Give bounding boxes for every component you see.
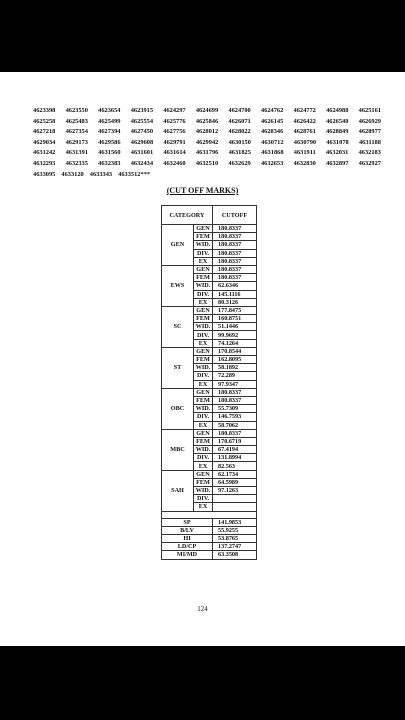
subcategory-cell: GEN bbox=[194, 470, 213, 478]
cutoff-value-cell: 80.3126 bbox=[213, 298, 257, 306]
roll-number: 4624700 bbox=[228, 107, 251, 114]
roll-number: 4632383 bbox=[98, 159, 121, 167]
cutoff-value-cell bbox=[213, 503, 257, 511]
table-row bbox=[162, 306, 257, 314]
roll-number: 4632434 bbox=[130, 159, 154, 167]
roll-number: 4623654 bbox=[98, 107, 121, 114]
roll-number: 4627394 bbox=[98, 128, 121, 136]
roll-number: 4628977 bbox=[358, 128, 381, 136]
roll-number: 4632183 bbox=[358, 149, 381, 157]
cutoff-value-cell: 180.8337 bbox=[213, 249, 257, 257]
roll-number: 4626422 bbox=[293, 117, 316, 125]
cutoff-value-cell: 180.8337 bbox=[213, 274, 257, 282]
roll-number: 4629791 bbox=[163, 138, 186, 146]
roll-number: 4630712 bbox=[261, 138, 284, 146]
cutoff-heading: (CUT OFF MARKS) bbox=[166, 186, 239, 195]
roll-number: 4631825 bbox=[228, 149, 251, 157]
roll-number: 4628849 bbox=[326, 128, 349, 136]
subcategory-cell: FEM bbox=[194, 356, 213, 364]
roll-number: 4626540 bbox=[326, 117, 349, 125]
subcategory-cell: GEN bbox=[194, 347, 213, 355]
category-cell: SC bbox=[162, 306, 194, 347]
roll-number: 4632335 bbox=[65, 159, 88, 167]
subcategory-cell: EX bbox=[194, 298, 213, 306]
roll-number: 4625846 bbox=[195, 117, 219, 125]
category-cell: SAH bbox=[162, 470, 194, 511]
roll-number: 4632629 bbox=[228, 159, 251, 167]
roll-number: 4632653 bbox=[260, 159, 284, 167]
subcategory-cell: GEN bbox=[194, 225, 213, 233]
category-cell: EWS bbox=[162, 265, 194, 306]
cutoff-value-cell: 177.8475 bbox=[213, 306, 257, 314]
spacer-cell bbox=[162, 511, 257, 518]
subcategory-cell: FEM bbox=[194, 396, 213, 404]
subcategory-cell: EX bbox=[194, 257, 213, 265]
subcategory-cell: WID. bbox=[194, 323, 213, 331]
category-cell: MBC bbox=[162, 429, 194, 470]
roll-number: 4631078 bbox=[326, 138, 349, 146]
roll-number: 4625499 bbox=[98, 117, 121, 125]
cutoff-value-cell: 51.1446 bbox=[213, 323, 257, 331]
cutoff-value-cell: 180.8337 bbox=[213, 265, 257, 273]
roll-number: 4632830 bbox=[293, 159, 316, 167]
roll-number: 4627756 bbox=[163, 128, 186, 136]
table-row bbox=[162, 225, 257, 233]
subcategory-cell: FEM bbox=[194, 315, 213, 323]
special-category-cell: SP bbox=[162, 518, 213, 526]
cutoff-value-cell: 170.6719 bbox=[213, 437, 257, 445]
roll-number: 4627450 bbox=[130, 128, 154, 136]
roll-number: 4623550 bbox=[65, 107, 88, 114]
roll-number: 4633120 bbox=[61, 170, 84, 178]
special-category-cell: HI bbox=[162, 534, 213, 542]
cutoff-value-cell: 58.7062 bbox=[213, 421, 257, 429]
cutoff-value-cell: 67.4194 bbox=[213, 446, 257, 454]
cutoff-value-cell: 72.289 bbox=[213, 372, 257, 380]
roll-number: 4624988 bbox=[326, 107, 349, 114]
table-header-row bbox=[162, 206, 257, 225]
cutoff-value-cell: 62.1734 bbox=[213, 470, 257, 478]
cutoff-value-cell: 180.8337 bbox=[213, 225, 257, 233]
roll-number: 4629173 bbox=[65, 138, 88, 146]
special-category-cell: MI/MD bbox=[162, 551, 213, 559]
cutoff-value-cell: 160.8751 bbox=[213, 315, 257, 323]
table-row bbox=[162, 543, 257, 551]
subcategory-cell: WID. bbox=[194, 405, 213, 413]
table-row bbox=[162, 526, 257, 534]
roll-number: 4631796 bbox=[195, 149, 219, 157]
cutoff-value-cell: 180.8337 bbox=[213, 429, 257, 437]
cutoff-value-cell: 137.2747 bbox=[213, 543, 257, 551]
roll-number: 4631560 bbox=[98, 149, 121, 157]
roll-number-line bbox=[33, 159, 381, 170]
category-cell: ST bbox=[162, 347, 194, 388]
cutoff-value-cell: 97.1263 bbox=[213, 487, 257, 495]
special-category-cell: B/LV bbox=[162, 526, 213, 534]
cutoff-value-cell: 74.1264 bbox=[213, 339, 257, 347]
cutoff-value-cell: 146.7593 bbox=[213, 413, 257, 421]
roll-number: 4624762 bbox=[260, 107, 284, 114]
roll-number: 4633343 bbox=[89, 170, 113, 178]
subcategory-cell: DIV. bbox=[194, 331, 213, 339]
subcategory-cell: WID. bbox=[194, 282, 213, 290]
roll-number: 4624699 bbox=[195, 107, 219, 114]
roll-number: 4625161 bbox=[358, 107, 381, 114]
cutoff-value-cell: 55.7309 bbox=[213, 405, 257, 413]
roll-number: 4625554 bbox=[130, 117, 154, 125]
cutoff-table bbox=[161, 205, 257, 560]
cutoff-value-cell: 180.8337 bbox=[213, 396, 257, 404]
subcategory-cell: DIV. bbox=[194, 372, 213, 380]
roll-number: 4626929 bbox=[358, 117, 381, 125]
roll-number: 4625776 bbox=[163, 117, 186, 125]
roll-number-list bbox=[33, 106, 381, 180]
roll-number: 4627218 bbox=[33, 128, 56, 136]
roll-number-line bbox=[33, 127, 381, 138]
cutoff-value-cell: 99.9692 bbox=[213, 331, 257, 339]
cutoff-value-cell: 62.6346 bbox=[213, 282, 257, 290]
roll-number: 4631911 bbox=[293, 149, 316, 157]
cutoff-value-cell: 97.9347 bbox=[213, 380, 257, 388]
table-row bbox=[162, 551, 257, 559]
subcategory-cell: WID. bbox=[194, 241, 213, 249]
subcategory-cell: DIV. bbox=[194, 249, 213, 257]
subcategory-cell: FEM bbox=[194, 274, 213, 282]
roll-number: 4633512*** bbox=[118, 170, 151, 178]
roll-number: 4629586 bbox=[98, 138, 121, 146]
cutoff-value-cell: 162.8095 bbox=[213, 356, 257, 364]
roll-number-line bbox=[33, 138, 381, 149]
table-row bbox=[162, 534, 257, 542]
page-number: 124 bbox=[197, 605, 208, 613]
subcategory-cell: DIV. bbox=[194, 290, 213, 298]
roll-number: 4631188 bbox=[358, 138, 381, 146]
subcategory-cell: WID. bbox=[194, 487, 213, 495]
roll-number: 4626071 bbox=[228, 117, 251, 125]
roll-number: 4633095 bbox=[33, 170, 56, 178]
subcategory-cell: FEM bbox=[194, 478, 213, 486]
table-row bbox=[162, 265, 257, 273]
roll-number: 4631242 bbox=[33, 149, 56, 157]
table-row bbox=[162, 429, 257, 437]
cutoff-header: CUTOFF bbox=[213, 206, 257, 225]
table-row bbox=[162, 518, 257, 526]
subcategory-cell: EX bbox=[194, 339, 213, 347]
roll-number: 4623915 bbox=[130, 107, 154, 114]
cutoff-value-cell: 131.8994 bbox=[213, 454, 257, 462]
cutoff-value-cell: 64.5989 bbox=[213, 478, 257, 486]
roll-number: 4624297 bbox=[163, 107, 186, 114]
roll-number-line bbox=[33, 148, 381, 159]
subcategory-cell: EX bbox=[194, 421, 213, 429]
roll-number: 4631614 bbox=[163, 149, 186, 157]
roll-number: 4624772 bbox=[293, 107, 316, 114]
roll-number: 4626145 bbox=[260, 117, 284, 125]
cutoff-value-cell: 180.8337 bbox=[213, 241, 257, 249]
subcategory-cell: GEN bbox=[194, 429, 213, 437]
cutoff-value-cell: 141.9853 bbox=[213, 518, 257, 526]
roll-number: 4625483 bbox=[65, 117, 88, 125]
category-cell: GEN bbox=[162, 225, 194, 266]
roll-number: 4631391 bbox=[65, 149, 88, 157]
roll-number: 4632460 bbox=[163, 159, 186, 167]
roll-number: 4628761 bbox=[293, 128, 316, 136]
roll-number: 4628346 bbox=[260, 128, 284, 136]
table-row bbox=[162, 388, 257, 396]
roll-number: 4625258 bbox=[33, 117, 56, 125]
cutoff-value-cell: 180.8337 bbox=[213, 233, 257, 241]
special-category-cell: LD/CP bbox=[162, 543, 213, 551]
subcategory-cell: GEN bbox=[194, 306, 213, 314]
roll-number: 4630150 bbox=[228, 138, 251, 146]
roll-number-line bbox=[33, 106, 381, 117]
subcategory-cell: WID. bbox=[194, 364, 213, 372]
cutoff-value-cell: 180.8337 bbox=[213, 388, 257, 396]
roll-number: 4632031 bbox=[325, 149, 349, 157]
subcategory-cell: EX bbox=[194, 380, 213, 388]
roll-number: 4630790 bbox=[293, 138, 317, 146]
roll-number: 4628012 bbox=[195, 128, 219, 136]
roll-number: 4632897 bbox=[326, 159, 349, 167]
cutoff-value-cell: 82.563 bbox=[213, 462, 257, 470]
roll-number: 4629942 bbox=[195, 138, 219, 146]
cutoff-value-cell: 145.1116 bbox=[213, 290, 257, 298]
table-spacer-row bbox=[162, 511, 257, 518]
roll-number: 4632293 bbox=[33, 159, 56, 167]
roll-number-line bbox=[33, 170, 381, 181]
roll-number: 4629034 bbox=[33, 138, 56, 146]
roll-number: 4627354 bbox=[65, 128, 88, 136]
roll-number: 4628022 bbox=[228, 128, 251, 136]
subcategory-cell: EX bbox=[194, 503, 213, 511]
roll-number: 4629608 bbox=[130, 138, 154, 146]
subcategory-cell: DIV. bbox=[194, 413, 213, 421]
subcategory-cell: FEM bbox=[194, 233, 213, 241]
subcategory-cell: DIV. bbox=[194, 454, 213, 462]
subcategory-cell: WID. bbox=[194, 446, 213, 454]
subcategory-cell: GEN bbox=[194, 388, 213, 396]
roll-number-line bbox=[33, 117, 381, 128]
cutoff-value-cell bbox=[213, 495, 257, 503]
cutoff-value-cell: 53.8765 bbox=[213, 534, 257, 542]
table-row bbox=[162, 347, 257, 355]
roll-number: 4631601 bbox=[130, 149, 154, 157]
cutoff-value-cell: 58.1892 bbox=[213, 364, 257, 372]
subcategory-cell: DIV. bbox=[194, 495, 213, 503]
cutoff-value-cell: 63.3508 bbox=[213, 551, 257, 559]
subcategory-cell: FEM bbox=[194, 437, 213, 445]
cutoff-value-cell: 170.8544 bbox=[213, 347, 257, 355]
roll-number: 4632510 bbox=[195, 159, 219, 167]
cutoff-value-cell: 55.9255 bbox=[213, 526, 257, 534]
roll-number: 4631868 bbox=[261, 149, 284, 157]
category-header: CATEGORY bbox=[162, 206, 213, 225]
table-row bbox=[162, 470, 257, 478]
roll-number: 4623398 bbox=[33, 107, 56, 114]
document-page bbox=[0, 72, 405, 646]
subcategory-cell: EX bbox=[194, 462, 213, 470]
roll-number: 4632927 bbox=[358, 159, 381, 167]
subcategory-cell: GEN bbox=[194, 265, 213, 273]
cutoff-value-cell: 180.8337 bbox=[213, 257, 257, 265]
category-cell: OBC bbox=[162, 388, 194, 429]
